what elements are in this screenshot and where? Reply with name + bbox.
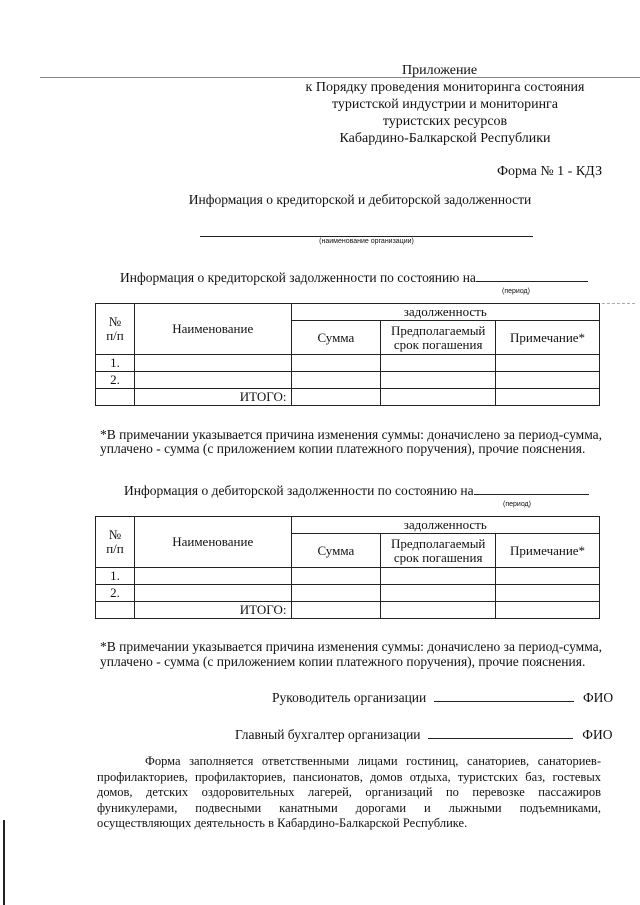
col-note-header: Примечание* [496,534,600,568]
col-name-header: Наименование [134,304,291,355]
col-debt-group-header: задолженность [291,517,599,534]
creditor-period-line [476,281,588,282]
debtor-heading [124,483,589,499]
signature-accountant [235,727,612,743]
appendix-line-4: Кабардино-Балкарской Республики [339,131,551,146]
form-number: Форма № 1 - КДЗ [497,164,603,179]
creditor-footnote-line-2: уплачено - сумма (с приложением копии платежного поручения), прочие пояснения. [100,441,586,456]
closing-line-3: домов, детских оздоровительных лагерей, организаций по перевозке пассажиров [97,785,601,799]
appendix-title: Приложение [402,63,478,78]
closing-line-1: Форма заполняется ответственными лицами гостиниц, санаториев, санаториев- [145,754,601,768]
creditor-heading [120,270,588,286]
row-number: 1. [96,568,135,585]
cell-name[interactable] [134,568,291,585]
total-sum[interactable] [291,389,381,406]
total-sum[interactable] [291,602,381,619]
accountant-label: Главный бухгалтер организации [235,727,421,742]
cell-note[interactable] [496,372,600,389]
cell-note[interactable] [496,585,600,602]
signature-head [272,690,613,706]
table-row [96,372,600,389]
row-number: 2. [96,372,135,389]
total-term[interactable] [381,389,496,406]
closing-line-5: осуществляющих деятельность в Кабардино-Балкарской Республике. [97,816,468,830]
appendix-line-2: туристской индустрии и мониторинга [331,97,559,112]
debtor-table [95,516,600,619]
debtor-period-caption: (период) [503,501,531,508]
col-name-header: Наименование [134,517,291,568]
debtor-footnote-line-1: *В примечании указывается причина изменения суммы: доначислено за период-сумма, [100,639,603,654]
accountant-fio: ФИО [582,727,613,742]
cell-name[interactable] [134,355,291,372]
total-empty-cell [96,602,135,619]
head-label: Руководитель организации [272,690,427,705]
cell-name[interactable] [134,585,291,602]
cell-sum[interactable] [291,355,381,372]
total-label: ИТОГО: [134,389,291,406]
main-title: Информация о кредиторской и дебиторской задолженности [188,192,532,207]
row-number: 2. [96,585,135,602]
org-name-caption: (наименование организации) [319,238,414,245]
debtor-heading-text: Информация о дебиторской задолженности по состоянию на [124,483,474,498]
appendix-line-1: к Порядку проведения мониторинга состояния [305,80,585,95]
scan-top-rule [40,77,640,78]
total-row [96,602,600,619]
debtor-period-line [474,494,589,495]
cell-note[interactable] [496,568,600,585]
appendix-line-3: туристских ресурсов [382,114,508,129]
total-term[interactable] [381,602,496,619]
closing-line-2: профилакториев, профилакториев, пансионатов, домов отдыха, туристских баз, гостевых [97,769,601,784]
creditor-period-caption: (период) [502,288,530,295]
total-note[interactable] [496,389,600,406]
creditor-table [95,303,600,406]
total-note[interactable] [496,602,600,619]
debtor-footnote-line-2: уплачено - сумма (с приложением копии платежного поручения), прочие пояснения. [100,654,586,669]
creditor-footnote-line-1: *В примечании указывается причина изменения суммы: доначислено за период-сумма, [100,427,603,442]
col-term-header: Предполагаемый срок погашения [381,321,496,355]
closing-paragraph [97,754,601,832]
total-row [96,389,600,406]
total-label: ИТОГО: [134,602,291,619]
cell-term[interactable] [381,372,496,389]
col-sum-header: Сумма [291,321,381,355]
head-fio: ФИО [583,690,614,705]
table-row [96,585,600,602]
org-name-line [200,236,533,237]
head-signature-line[interactable] [434,701,574,702]
cell-term[interactable] [381,568,496,585]
cell-sum[interactable] [291,568,381,585]
cell-sum[interactable] [291,372,381,389]
col-debt-group-header: задолженность [291,304,599,321]
col-term-header: Предполагаемый срок погашения [381,534,496,568]
row-number: 1. [96,355,135,372]
cell-name[interactable] [134,372,291,389]
cell-sum[interactable] [291,585,381,602]
cell-term[interactable] [381,355,496,372]
table-row [96,355,600,372]
cell-term[interactable] [381,585,496,602]
col-sum-header: Сумма [291,534,381,568]
total-empty-cell [96,389,135,406]
scan-left-edge-mark [3,820,5,905]
col-num-header: № п/п [96,304,135,355]
col-note-header: Примечание* [496,321,600,355]
accountant-signature-line[interactable] [428,738,573,739]
cell-note[interactable] [496,355,600,372]
table-row [96,568,600,585]
creditor-heading-text: Информация о кредиторской задолженности по состоянию на [120,270,476,285]
col-num-header: № п/п [96,517,135,568]
closing-line-4: фуникулерами, подвесными канатными дорогами и лыжными подъемниками, [97,800,601,815]
